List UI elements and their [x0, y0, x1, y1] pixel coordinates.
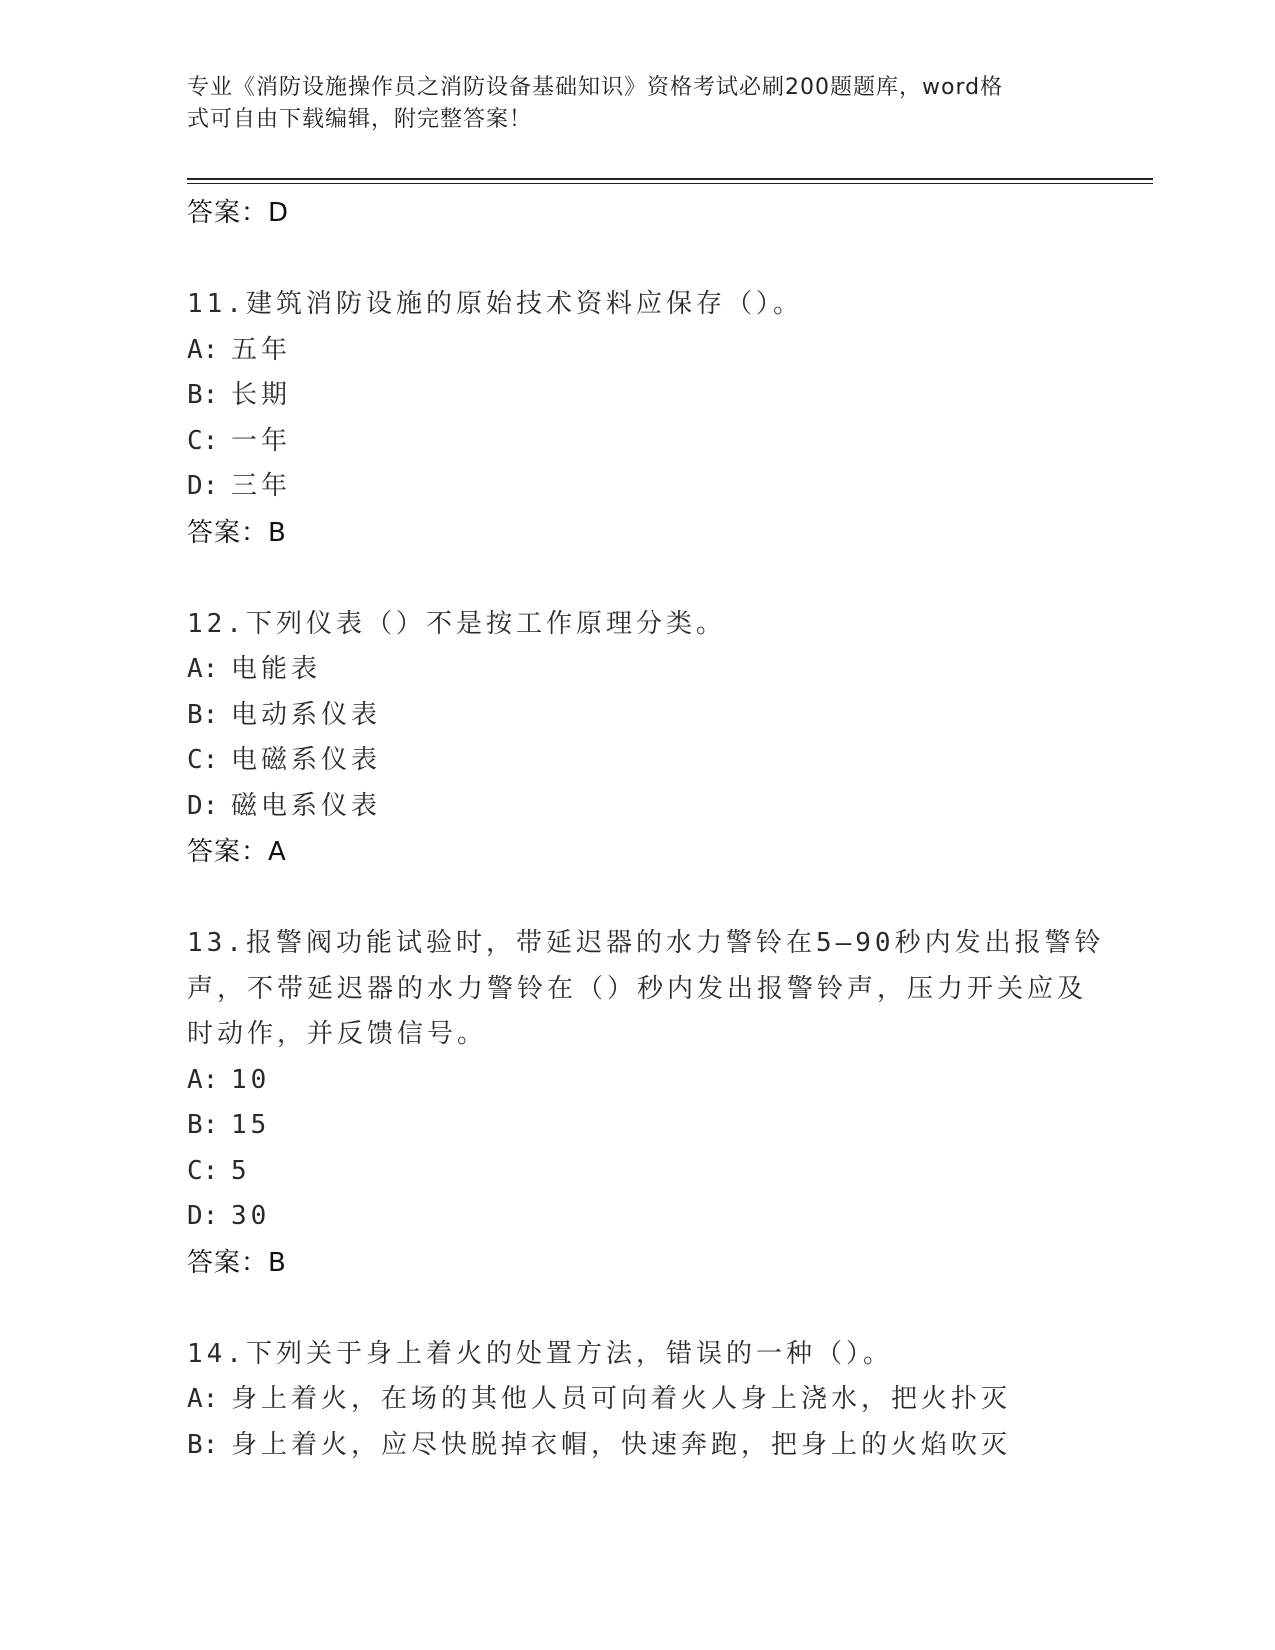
question-stem-line: 声，不带延迟器的水力警铃在（）秒内发出报警铃声，压力开关应及 [187, 973, 1088, 1004]
option-key: A: [187, 1064, 219, 1095]
option-key: A: [187, 654, 219, 684]
option-a [187, 1058, 1147, 1104]
option-text: 15 [231, 1110, 271, 1140]
option-text: 五年 [231, 334, 292, 365]
option-key: D: [187, 471, 219, 501]
question-stem-line: 12.下列仪表（）不是按工作原理分类。 [187, 608, 726, 639]
option-text: 一年 [231, 425, 292, 456]
header-rule-thick [187, 178, 1153, 180]
question-block [187, 1332, 1147, 1469]
option-a [187, 647, 1147, 693]
question-stem [187, 1332, 1147, 1378]
option-key: B: [187, 699, 219, 730]
question-block [187, 921, 1147, 1286]
answer-line: 答案：B [187, 1247, 287, 1278]
question-stem [187, 921, 1147, 1058]
option-c [187, 419, 1147, 465]
option-c [187, 1149, 1147, 1195]
question-stem-line: 13.报警阀功能试验时，带延迟器的水力警铃在5—90秒内发出报警铃 [187, 928, 1105, 958]
option-c [187, 738, 1147, 784]
option-key: C: [187, 745, 219, 775]
option-key: B: [187, 1429, 219, 1460]
option-b [187, 1103, 1147, 1149]
option-b [187, 373, 1147, 419]
option-key: B: [187, 380, 219, 410]
question-stem-line: 时动作，并反馈信号。 [187, 1019, 488, 1049]
option-key: C: [187, 425, 219, 456]
option-d [187, 1194, 1147, 1240]
option-text: 身上着火，在场的其他人员可向着火人身上浇水，把火扑灭 [231, 1384, 1012, 1414]
question-stem-line: 11.建筑消防设施的原始技术资料应保存（）。 [187, 289, 803, 319]
answer-line: 答案：D [187, 198, 290, 228]
question-stem [187, 602, 1147, 648]
option-key: A: [187, 1384, 219, 1414]
option-key: C: [187, 1155, 219, 1186]
option-key: B: [187, 1110, 219, 1140]
document-header [187, 72, 1067, 136]
option-b [187, 693, 1147, 739]
option-text: 10 [231, 1064, 271, 1095]
option-text: 5 [231, 1155, 251, 1186]
option-a [187, 328, 1147, 374]
option-key: A: [187, 334, 219, 365]
question-stem [187, 282, 1147, 328]
option-text: 电能表 [231, 654, 322, 684]
header-rule-thin [187, 183, 1153, 184]
header-line-1: 专业《消防设施操作员之消防设备基础知识》资格考试必刷200题题库，word格 [187, 75, 1004, 100]
answer-line: 答案：A [187, 837, 287, 867]
header-line-2: 式可自由下载编辑，附完整答案！ [187, 107, 533, 132]
option-a [187, 1377, 1147, 1423]
option-text: 电磁系仪表 [231, 745, 382, 775]
question-stem-line: 14.下列关于身上着火的处置方法，错误的一种（）。 [187, 1338, 893, 1369]
question-block [187, 282, 1147, 556]
option-text: 身上着火，应尽快脱掉衣帽，快速奔跑，把身上的火焰吹灭 [231, 1429, 1012, 1460]
option-text: 长期 [231, 380, 292, 410]
option-text: 三年 [231, 471, 292, 501]
option-d [187, 784, 1147, 830]
option-text: 30 [231, 1201, 271, 1231]
option-d [187, 464, 1147, 510]
option-text: 磁电系仪表 [231, 790, 382, 821]
question-list [187, 190, 1147, 1468]
answer-line: 答案：B [187, 517, 287, 548]
option-text: 电动系仪表 [231, 699, 382, 730]
option-b [187, 1423, 1147, 1469]
option-key: D: [187, 790, 219, 821]
question-block [187, 602, 1147, 876]
option-key: D: [187, 1201, 219, 1231]
